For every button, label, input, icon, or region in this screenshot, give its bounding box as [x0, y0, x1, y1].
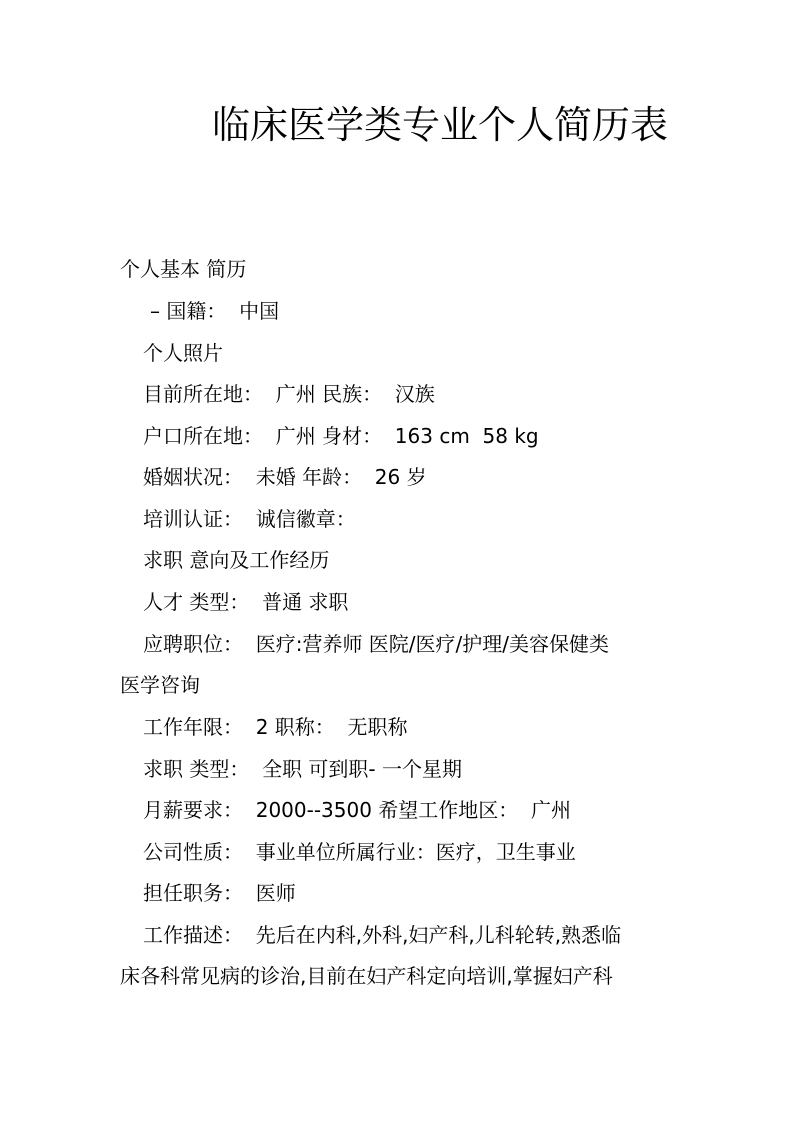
position-held-line: 担任职务： 医师: [143, 881, 296, 905]
work-description-line: 工作描述： 先后在内科,外科,妇产科,儿科轮转,熟悉临: [143, 923, 622, 947]
training-certification-line: 培训认证： 诚信徽章：: [143, 507, 356, 531]
work-years-line: 工作年限： 2 职称： 无职称: [143, 715, 408, 739]
section-heading-basic-info: 个人基本 简历: [120, 257, 247, 281]
section-heading-job-intent: 求职 意向及工作经历: [143, 548, 330, 572]
salary-line: 月薪要求： 2000--3500 希望工作地区： 广州: [143, 798, 572, 822]
household-registration-line: 户口所在地： 广州 身材： 163 cm 58 kg: [143, 424, 539, 448]
job-type-line: 求职 类型： 全职 可到职- 一个星期: [143, 757, 463, 781]
applied-position-line: 应聘职位： 医疗:营养师 医院/医疗/护理/美容保健类: [143, 632, 610, 656]
marital-status-line: 婚姻状况： 未婚 年龄： 26 岁: [143, 465, 427, 489]
document-title: 临床医学类专业个人简历表: [212, 103, 669, 147]
work-description-continuation: 床各科常见病的诊治,目前在妇产科定向培训,掌握妇产科: [120, 964, 613, 988]
talent-type-line: 人才 类型： 普通 求职: [143, 590, 349, 614]
nationality-line: – 国籍： 中国: [150, 299, 280, 323]
photo-label: 个人照片: [143, 341, 223, 365]
current-location-line: 目前所在地： 广州 民族： 汉族: [143, 382, 435, 406]
company-nature-line: 公司性质： 事业单位所属行业：医疗，卫生事业: [143, 840, 576, 864]
applied-position-continuation: 医学咨询: [120, 673, 200, 697]
